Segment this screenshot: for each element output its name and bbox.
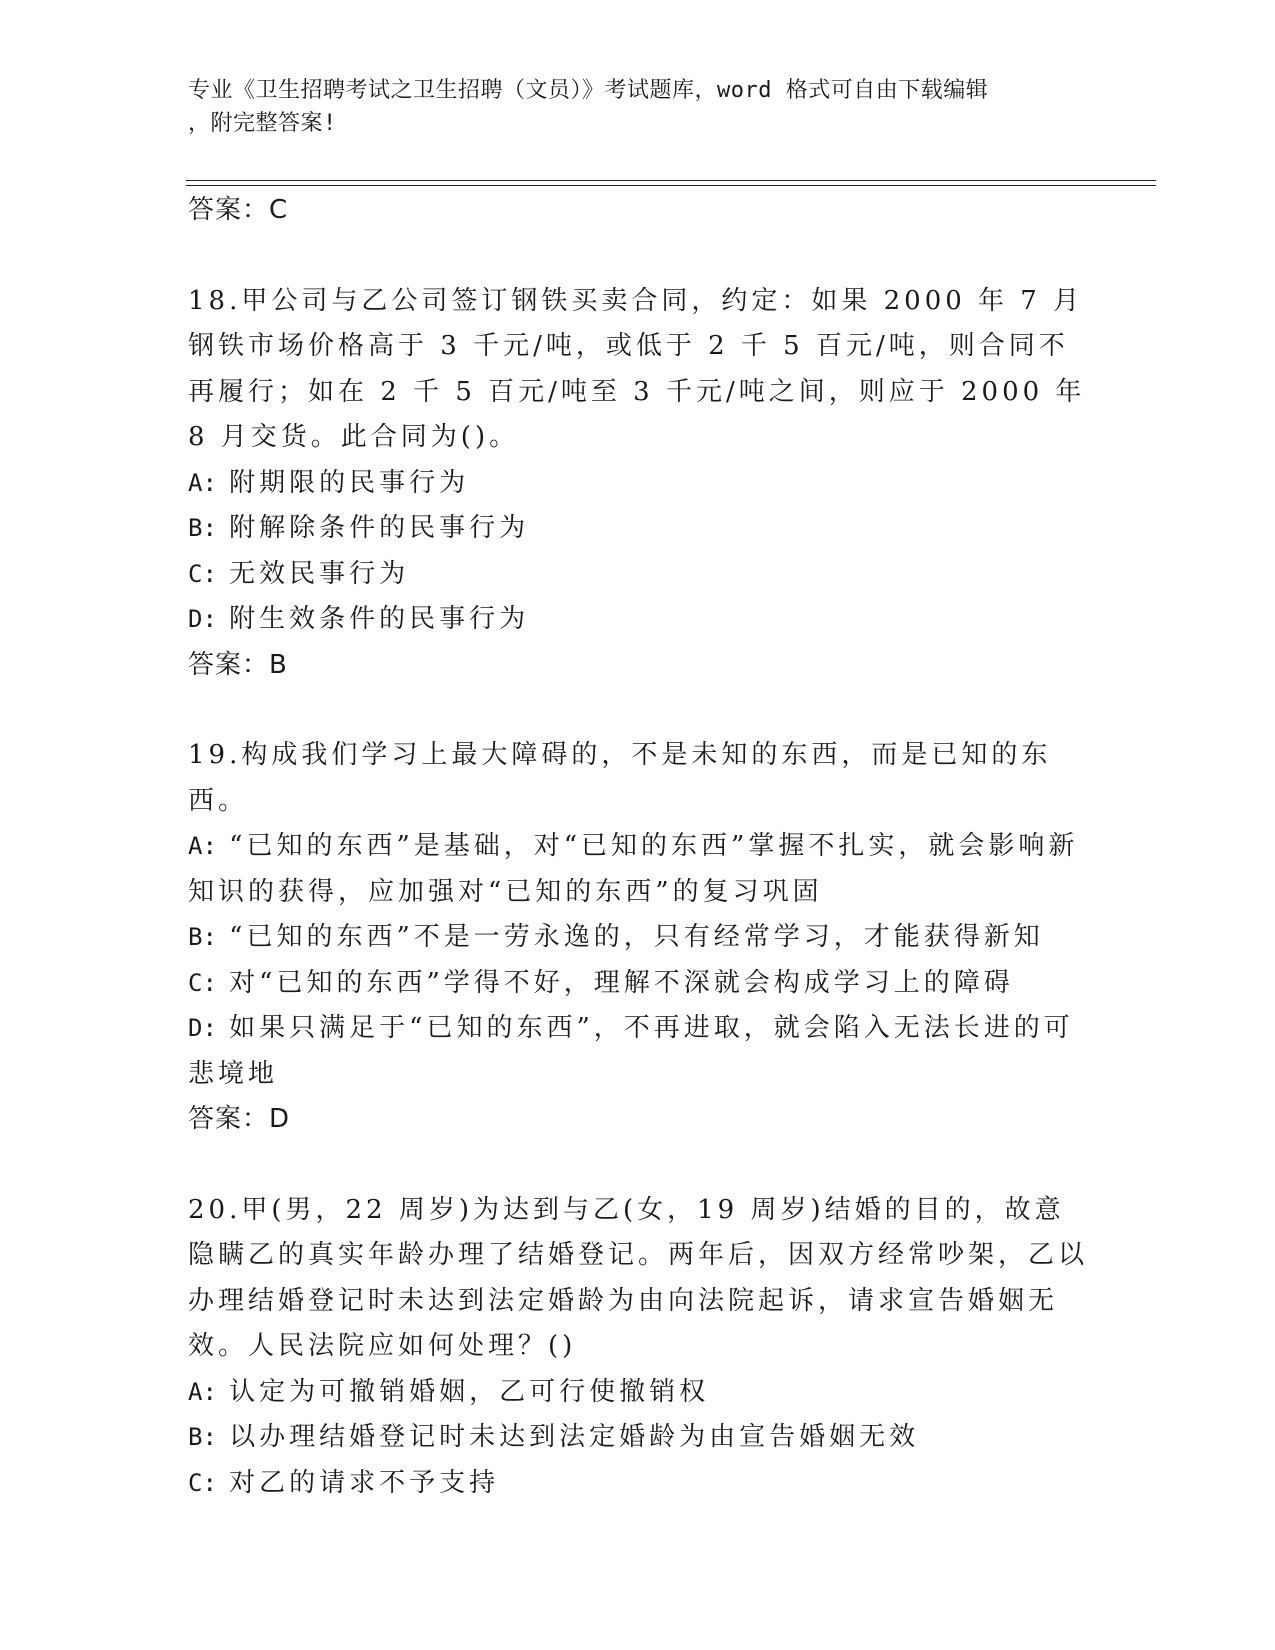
option-text: “已知的东西”是基础，对“已知的东西”掌握不扎实，就会影响新知识的获得，应加强对“已知的东西”的复习巩固 bbox=[188, 831, 1079, 907]
question-stem: 20.甲(男，22 周岁)为达到与乙(女，19 周岁)结婚的目的，故意隐瞒乙的真实年龄办理了结婚登记。两年后，因双方经常吵架，乙以办理结婚登记时未达到法定婚龄为由向法院起诉，请求宣告婚姻无效。人民法院应如何处理？() bbox=[188, 1194, 1089, 1361]
option-c bbox=[188, 1461, 1088, 1507]
option-label: B: bbox=[188, 514, 217, 542]
option-label: C: bbox=[188, 559, 217, 588]
header-line-1: 专业《卫生招聘考试之卫生招聘（文员）》考试题库，word 格式可自由下载编辑 bbox=[188, 78, 989, 103]
option-label: C: bbox=[188, 968, 217, 997]
answer-18: 答案：B bbox=[188, 649, 288, 680]
option-text: 无效民事行为 bbox=[229, 558, 410, 589]
question-stem: 19.构成我们学习上最大障碍的，不是未知的东西，而是已知的东西。 bbox=[188, 740, 1052, 816]
option-d bbox=[188, 1006, 1088, 1097]
option-a bbox=[188, 461, 1088, 507]
option-label: D: bbox=[188, 605, 217, 633]
option-label: A: bbox=[188, 832, 217, 860]
header-rule-top bbox=[186, 180, 1156, 181]
option-text: 认定为可撤销婚姻，乙可行使撤销权 bbox=[229, 1376, 710, 1407]
option-text: 附期限的民事行为 bbox=[229, 467, 470, 498]
option-label: D: bbox=[188, 1014, 217, 1042]
option-label: B: bbox=[188, 923, 217, 951]
header-rule-bottom bbox=[186, 185, 1156, 186]
option-text: 如果只满足于“已知的东西”，不再进取，就会陷入无法长进的可悲境地 bbox=[188, 1013, 1074, 1089]
question-20 bbox=[188, 1188, 1088, 1507]
document-header bbox=[188, 74, 1068, 140]
option-label: A: bbox=[188, 468, 217, 497]
option-text: 以办理结婚登记时未达到法定婚龄为由宣告婚姻无效 bbox=[229, 1422, 920, 1452]
answer-17: 答案：C bbox=[188, 195, 289, 225]
header-line-2: ，附完整答案! bbox=[188, 111, 337, 136]
option-c bbox=[188, 961, 1088, 1007]
option-b bbox=[188, 506, 1088, 552]
question-19 bbox=[188, 733, 1088, 1143]
question-stem: 18.甲公司与乙公司签订钢铁买卖合同，约定：如果 2000 年 7 月钢铁市场价格高于 3 千元/吨，或低于 2 千 5 百元/吨，则合同不再履行；如在 2 千 5 百元/吨至 3 千元/吨之间，则应于 2000 年 8 月交货。此合同为()。 bbox=[188, 285, 1086, 452]
document-body bbox=[188, 188, 1088, 1506]
option-c bbox=[188, 552, 1088, 598]
option-text: 对乙的请求不予支持 bbox=[229, 1467, 500, 1498]
option-text: “已知的东西”不是一劳永逸的，只有经常学习，才能获得新知 bbox=[229, 922, 1044, 952]
option-text: 附解除条件的民事行为 bbox=[229, 513, 530, 543]
answer-19: 答案：D bbox=[188, 1104, 291, 1134]
option-label: C: bbox=[188, 1468, 217, 1497]
option-b bbox=[188, 1415, 1088, 1461]
option-text: 对“已知的东西”学得不好，理解不深就会构成学习上的障碍 bbox=[229, 967, 1014, 998]
option-a bbox=[188, 824, 1088, 915]
option-d bbox=[188, 597, 1088, 643]
option-a bbox=[188, 1370, 1088, 1416]
question-18 bbox=[188, 279, 1088, 689]
option-text: 附生效条件的民事行为 bbox=[229, 604, 530, 634]
option-label: A: bbox=[188, 1377, 217, 1406]
option-b bbox=[188, 915, 1088, 961]
option-label: B: bbox=[188, 1423, 217, 1451]
